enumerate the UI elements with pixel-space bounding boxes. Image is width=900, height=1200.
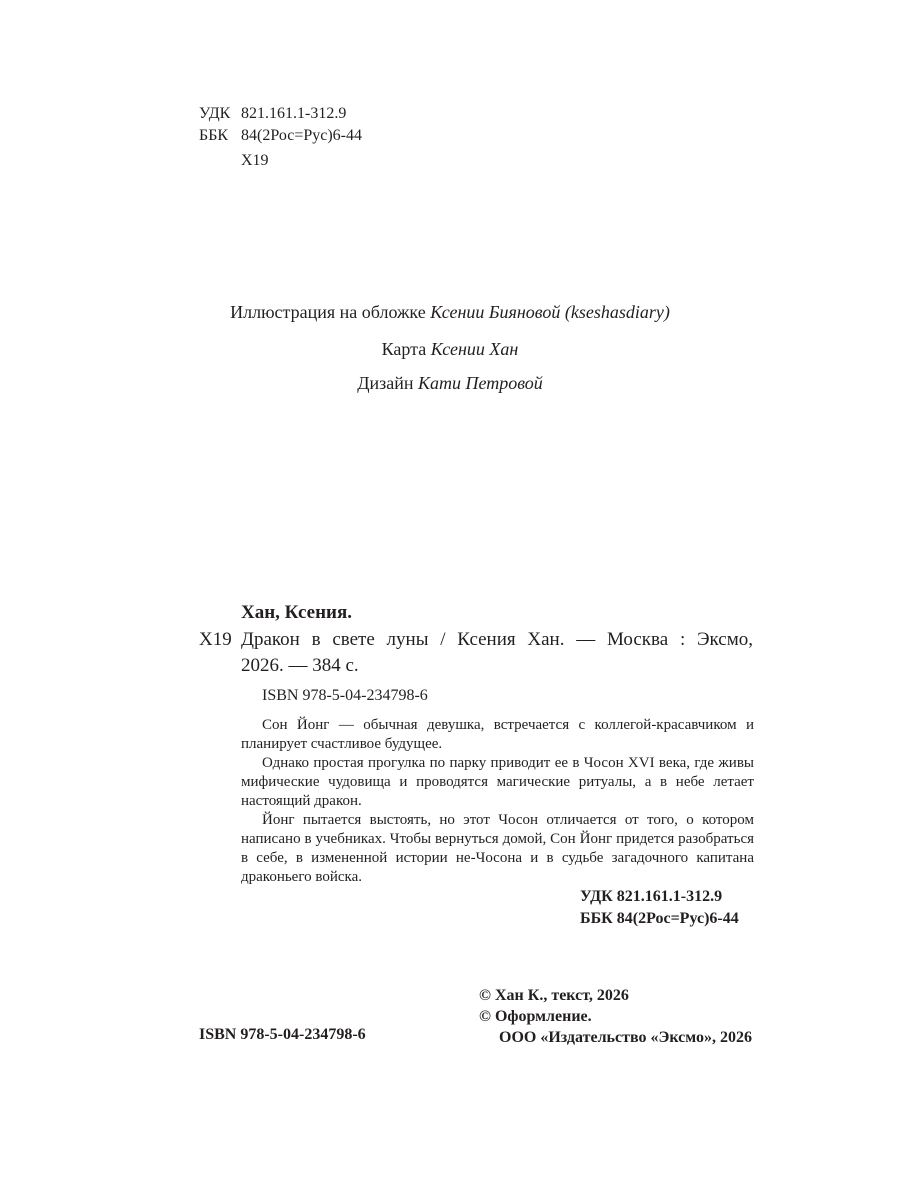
cover-credit-name: Ксении Бияновой (kseshasdiary): [430, 302, 670, 322]
bibliographic-description-end: 2026. — 384 с.: [241, 655, 359, 676]
bbk-value: 84(2Рос=Рус)6-44: [241, 127, 363, 144]
author-mark-row: [199, 150, 269, 172]
author-heading: Хан, Ксения.: [241, 602, 352, 623]
annotation-paragraph: Сон Йонг — обычная девушка, встречается с коллегой-красавчиком и планирует счастливое будущее.: [241, 717, 754, 752]
isbn-record: ISBN 978-5-04-234798-6: [262, 687, 428, 704]
bbk-row: [199, 125, 362, 147]
bibliographic-description: Дракон в свете луны / Ксения Хан. — Москва : Эксмо,: [241, 629, 753, 650]
design-credit-prefix: Дизайн: [357, 373, 414, 393]
udk-row: [199, 103, 346, 125]
annotation-paragraph: Однако простая прогулка по парку приводит ее в Чосон XVI века, где живы мифические чудовища и проводятся магические ритуалы, а в небе летает настоящий дракон.: [241, 755, 754, 809]
cover-credit-prefix: Иллюстрация на обложке: [230, 302, 426, 322]
design-credit: [0, 373, 900, 394]
design-credit-name: Кати Петровой: [418, 373, 543, 393]
record-bbk: ББК 84(2Рос=Рус)6-44: [580, 910, 739, 927]
author-mark: Х19: [199, 629, 232, 650]
annotation: [241, 716, 754, 887]
isbn-footer: ISBN 978-5-04-234798-6: [199, 1026, 366, 1043]
record-classification: [580, 886, 739, 930]
copyright-text: © Хан К., текст, 2026: [479, 987, 629, 1004]
record-udk: УДК 821.161.1-312.9: [580, 888, 723, 905]
udk-label: УДК: [199, 105, 231, 122]
map-credit-name: Ксении Хан: [430, 339, 519, 359]
bbk-label: ББК: [199, 127, 229, 144]
copyright-publisher: ООО «Издательство «Эксмо», 2026: [499, 1029, 752, 1046]
copyright-design: © Оформление.: [479, 1008, 592, 1025]
udk-value: 821.161.1-312.9: [241, 105, 347, 122]
map-credit-prefix: Карта: [381, 339, 427, 359]
copyright-block: [479, 985, 752, 1048]
map-credit: [0, 339, 900, 360]
cover-credit: [0, 302, 900, 323]
annotation-paragraph: Йонг пытается выстоять, но этот Чосон отличается от того, о котором написано в учебниках. Чтобы вернуться домой, Сон Йонг придется разобраться в себе, в измененной истории не-Чосона и в судьбе загадочного капитана драконьего войска.: [241, 812, 754, 885]
author-mark-top: Х19: [241, 152, 269, 169]
